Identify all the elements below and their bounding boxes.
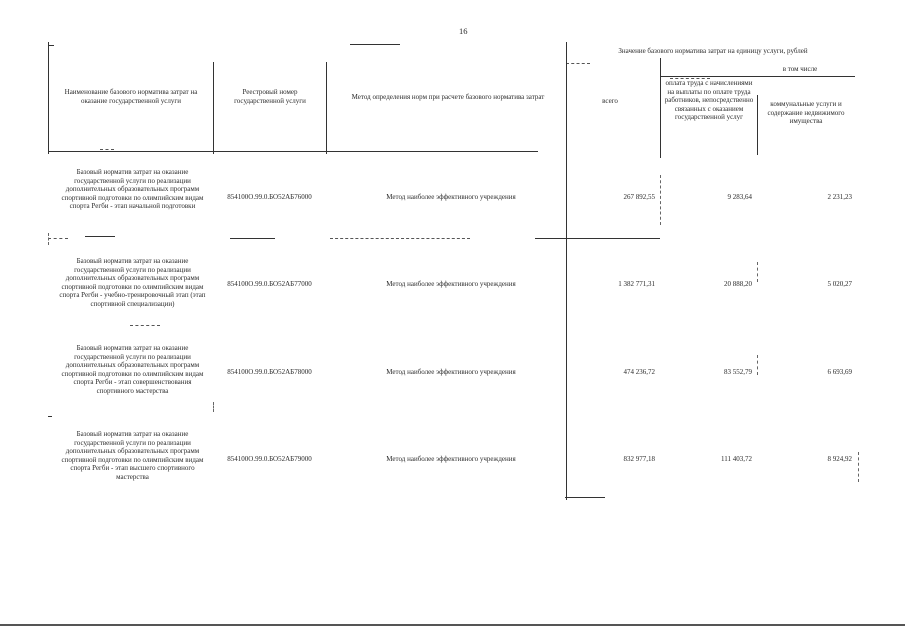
header-labor: оплата труда с начислениями на выплаты по оплате труда работников, непосредственно связанных с оказанием государственной услуг xyxy=(664,79,754,122)
row-separator xyxy=(85,236,115,237)
column-divider xyxy=(566,42,567,500)
row-3-labor: 83 552,79 xyxy=(724,368,752,376)
row-4-method: Метод наиболее эффективного учреждения xyxy=(386,455,516,463)
row-2-utilities: 5 020,27 xyxy=(827,280,852,288)
row-1-method: Метод наиболее эффективного учреждения xyxy=(386,193,516,201)
header-utilities: коммунальные услуги и содержание недвижимого имущества xyxy=(767,100,845,126)
column-divider xyxy=(213,402,214,412)
header-bottom-rule xyxy=(48,151,538,152)
row-4-utilities: 8 924,92 xyxy=(827,455,852,463)
row-3-total: 474 236,72 xyxy=(623,368,655,376)
column-divider xyxy=(660,58,661,158)
column-divider xyxy=(858,452,859,482)
row-4-total: 832 977,18 xyxy=(623,455,655,463)
row-1-labor: 9 283,64 xyxy=(727,193,752,201)
row-2-method: Метод наиболее эффективного учреждения xyxy=(386,280,516,288)
header-including: в том числе xyxy=(782,65,818,73)
column-divider xyxy=(48,42,49,154)
row-3-name: Базовый норматив затрат на оказание государственной услуги по реализации дополнительных образовательных программ спортивной подготовки по олимпийским видам спорта Регби - этап совершенствования спортивного мастерства xyxy=(61,344,204,395)
column-divider xyxy=(660,175,661,225)
scan-edge-line xyxy=(0,624,905,626)
header-norm-name: Наименование базового норматива затрат на оказание государственной услуги xyxy=(64,88,198,105)
row-1-utilities: 2 231,23 xyxy=(827,193,852,201)
header-rule xyxy=(660,76,855,77)
page-number: 16 xyxy=(459,26,468,36)
row-4-name: Базовый норматив затрат на оказание государственной услуги по реализации дополнительных образовательных программ спортивной подготовки по олимпийским видам спорта Регби - этап высшего спортивного мастерства xyxy=(61,430,204,481)
row-separator xyxy=(230,238,275,239)
header-rule xyxy=(566,63,590,64)
header-value-group: Значение базового норматива затрат на единицу услуги, рублей xyxy=(618,47,808,55)
row-4-labor: 111 403,72 xyxy=(721,455,752,463)
row-separator xyxy=(330,238,470,239)
table-end-rule xyxy=(565,497,605,498)
row-2-name: Базовый норматив затрат на оказание государственной услуги по реализации дополнительных образовательных программ спортивной подготовки по олимпийским видам спорта Регби - учебно-тренировочный этап (этап спортивной специализации) xyxy=(59,257,206,308)
row-3-utilities: 6 693,69 xyxy=(827,368,852,376)
row-2-labor: 20 888,20 xyxy=(724,280,752,288)
row-1-name: Базовый норматив затрат на оказание государственной услуги по реализации дополнительных образовательных программ спортивной подготовки по олимпийским видам спорта Регби - этап начальной подготовки xyxy=(61,168,204,211)
row-3-method: Метод наиболее эффективного учреждения xyxy=(386,368,516,376)
row-separator xyxy=(48,238,68,239)
row-4-code: 854100О.99.0.БО52АБ79000 xyxy=(227,455,312,463)
column-divider xyxy=(757,262,758,282)
header-total: всего xyxy=(602,97,618,105)
row-separator xyxy=(130,325,160,326)
column-divider xyxy=(757,355,758,375)
header-rule xyxy=(100,149,114,150)
row-separator xyxy=(535,238,660,239)
row-3-code: 854100О.99.0.БО52АБ78000 xyxy=(227,368,312,376)
column-divider xyxy=(326,62,327,154)
row-1-total: 267 892,55 xyxy=(623,193,655,201)
header-rule xyxy=(350,44,400,45)
row-separator xyxy=(48,416,52,417)
header-method: Метод определения норм при расчете базового норматива затрат xyxy=(351,93,545,101)
row-2-code: 854100О.99.0.БО52АБ77000 xyxy=(227,280,312,288)
column-divider xyxy=(48,233,49,245)
column-divider xyxy=(757,95,758,155)
row-1-code: 854100О.99.0.БО52АБ76000 xyxy=(227,193,312,201)
row-2-total: 1 382 771,31 xyxy=(618,280,655,288)
header-registry-number: Реестровый номер государственной услуги xyxy=(234,88,306,105)
column-divider xyxy=(213,62,214,154)
